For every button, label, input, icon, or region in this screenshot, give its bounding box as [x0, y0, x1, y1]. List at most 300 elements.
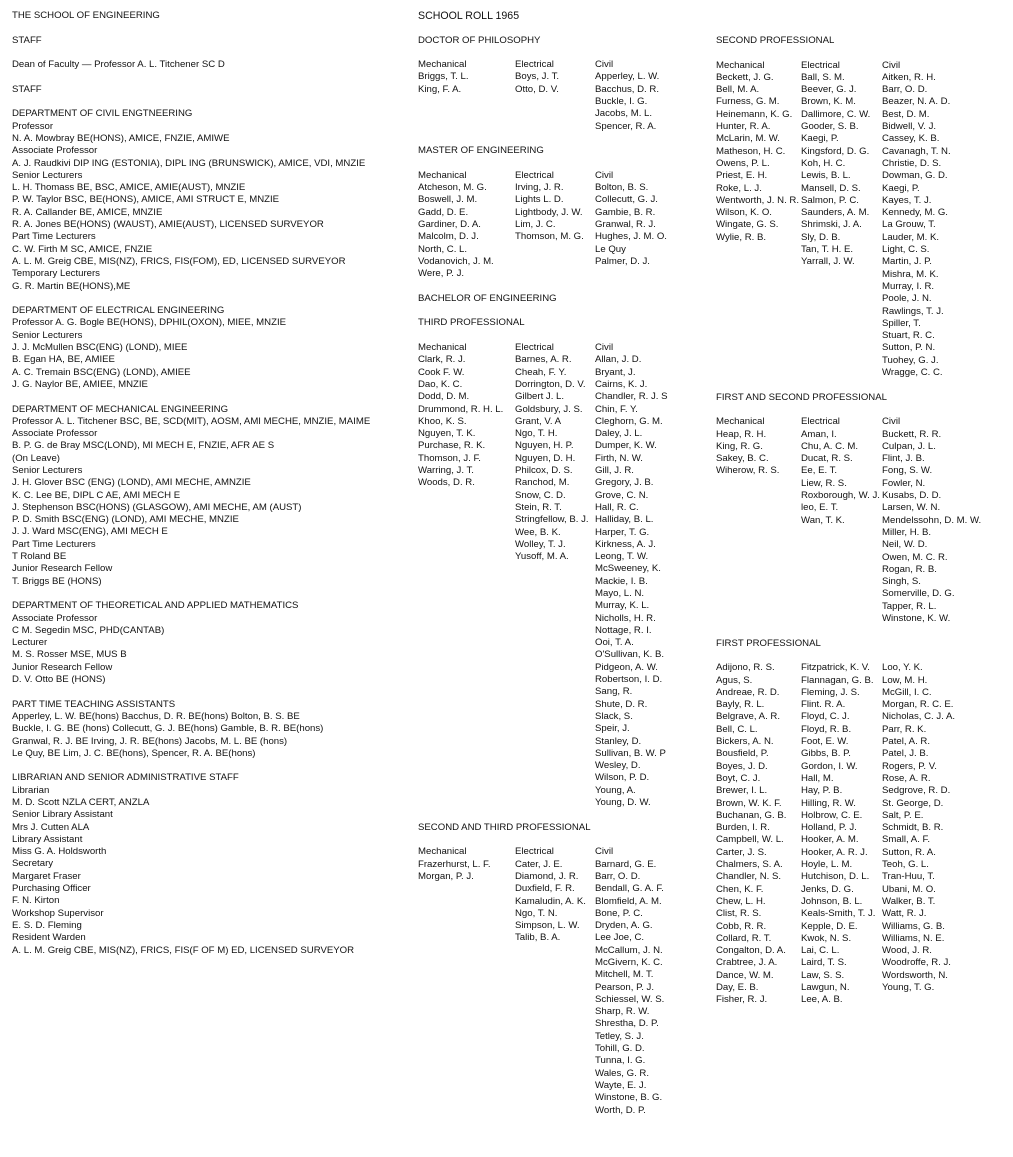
student-name: Granwal, R. J. [595, 219, 656, 231]
staff-line: DEPARTMENT OF CIVIL ENGTNEERING [12, 108, 193, 120]
student-name: Light, C. S. [882, 244, 930, 256]
roll-table-column [801, 662, 875, 1006]
student-name: Lawgun, N. [801, 981, 850, 993]
student-name: Duxfield, F. R. [515, 883, 575, 895]
student-name: Heinemann, K. G. [716, 108, 793, 120]
student-name: Bryant, J. [595, 366, 636, 378]
column-header: Electrical [515, 342, 554, 354]
master-section [418, 145, 710, 293]
student-name: Apperley, L. W. [595, 71, 660, 83]
student-name: Dorrington, D. V. [515, 378, 586, 390]
student-name: Owens, P. L. [716, 157, 770, 169]
student-name: Nottage, R. I. [595, 624, 652, 636]
student-name: Worth, D. P. [595, 1104, 646, 1116]
student-name: Boswell, J. M. [418, 194, 478, 206]
staff-line: Professor A. L. Titchener BSC, BE, SCD(MIT), AOSM, AMI MECHE, MNZIE, MAIME [12, 415, 371, 427]
staff-line: G. R. Martin BE(HONS),ME [12, 280, 131, 292]
student-name: Hay, P. B. [801, 785, 843, 797]
roll-table-column [515, 846, 586, 944]
column-header: Civil [595, 342, 614, 354]
student-name: Ubani, M. O. [882, 883, 936, 895]
student-name: Khoo, K. S. [418, 415, 467, 427]
spacer [12, 96, 407, 108]
student-name: Murray, K. L. [595, 600, 650, 612]
student-name: Ngo, T. N. [515, 907, 558, 919]
student-name: Gadd, D. E. [418, 206, 469, 218]
student-name: Wee, B. K. [515, 526, 561, 538]
student-name: Gregory, J. B. [595, 477, 654, 489]
student-name: Belgrave, A. R. [716, 711, 780, 723]
student-name: Laird, T. S. [801, 957, 847, 969]
student-name: Purchase, R. K. [418, 440, 486, 452]
staff-line: M. S. Rosser MSE, MUS B [12, 649, 127, 661]
staff-line: C. W. Firth M SC, AMICE, FNZIE [12, 243, 153, 255]
student-name: Lauder, M. K. [882, 231, 940, 243]
staff-line: B. P. G. de Bray MSC(LOND), MI MECH E, FNZIE, AFR AE S [12, 440, 275, 452]
student-name: Fong, S. W. [882, 465, 933, 477]
bachelor-heading: BACHELOR OF ENGINEERING [418, 292, 557, 304]
student-name: Woods, D. R. [418, 477, 475, 489]
student-name: Ball, S. M. [801, 71, 845, 83]
roll-table [418, 59, 710, 133]
student-name: Hoyle, L. M. [801, 859, 853, 871]
staff-line: J. Stephenson BSC(HONS) (GLASGOW), AMI MECHE, AM (AUST) [12, 501, 302, 513]
student-name: Tuohey, G. J. [882, 354, 939, 366]
student-name: Frazerhurst, L. F. [418, 858, 491, 870]
student-name: Bickers, A. N. [716, 736, 774, 748]
student-name: Yarrall, J. W. [801, 256, 855, 268]
spacer [12, 293, 407, 305]
student-name: Mayo, L. N. [595, 587, 645, 599]
student-name: Buckett, R. R. [882, 428, 942, 440]
student-name: Flannagan, G. B. [801, 674, 874, 686]
section-heading: THIRD PROFESSIONAL [418, 317, 525, 329]
student-name: Lightbody, J. W. [515, 206, 583, 218]
staff-line: Temporary Lecturers [12, 268, 100, 280]
staff-line: Librarian [12, 784, 50, 796]
student-name: Halliday, B. L. [595, 514, 654, 526]
student-name: Cobb, R. R. [716, 920, 767, 932]
student-name: Rogan, R. B. [882, 563, 937, 575]
student-name: Talib, B. A. [515, 932, 561, 944]
staff-line: Lecturer [12, 637, 48, 649]
staff-line: Dean of Faculty — Professor A. L. Titchener SC D [12, 59, 225, 71]
staff-line: Associate Professor [12, 145, 98, 157]
spacer [12, 71, 407, 83]
staff-line: Miss G. A. Holdsworth [12, 846, 107, 858]
student-name: Keals-Smith, T. J. [801, 908, 876, 920]
section-heading: MASTER OF ENGINEERING [418, 145, 544, 157]
staff-line: THE SCHOOL OF ENGINEERING [12, 10, 160, 21]
student-name: Hooker, A. M. [801, 834, 859, 846]
roll-table-column [515, 342, 589, 563]
student-name: Fisher, R. J. [716, 994, 768, 1006]
student-name: Bell, C. L. [716, 723, 758, 735]
student-name: Dallimore, C. W. [801, 108, 871, 120]
staff-line: Library Assistant [12, 833, 83, 845]
column-header: Mechanical [716, 59, 765, 71]
student-name: Burden, I. R. [716, 822, 770, 834]
staff-line: PART TIME TEACHING ASSISTANTS [12, 698, 176, 710]
student-name: Atcheson, M. G. [418, 182, 487, 194]
student-name: Cater, J. E. [515, 858, 563, 870]
spacer [12, 22, 407, 34]
student-name: Wiherow, R. S. [716, 465, 780, 477]
student-name: Campbell, W. L. [716, 834, 784, 846]
student-name: Wordsworth, N. [882, 969, 948, 981]
student-name: Congalton, D. A. [716, 945, 786, 957]
student-name: Lee Joe, C. [595, 932, 645, 944]
student-name: McCallum, J. N. [595, 944, 663, 956]
student-name: Fowler, N. [882, 477, 926, 489]
student-name: Daley, J. L. [595, 428, 643, 440]
student-name: Ooi, T. A. [595, 637, 634, 649]
student-name: Briggs, T. L. [418, 71, 469, 83]
student-name: Sharp, R. W. [595, 1006, 650, 1018]
student-name: Murray, I. R. [882, 280, 935, 292]
spacer [12, 686, 407, 698]
staff-line: L. H. Thomass BE, BSC, AMICE, AMIE(AUST), MNZIE [12, 182, 246, 194]
student-name: Watt, R. J. [882, 908, 927, 920]
student-name: Yusoff, M. A. [515, 551, 569, 563]
column-header: Civil [595, 169, 614, 181]
staff-line: Resident Warden [12, 932, 86, 944]
student-name: Mendelssohn, D. M. W. [882, 514, 982, 526]
student-name: Beever, G. J. [801, 84, 857, 96]
roll-table [418, 846, 710, 1117]
student-name: Gilbert J. L. [515, 391, 565, 403]
staff-line: P. W. Taylor BSC, BE(HONS), AMICE, AMI STRUCT E, MNZIE [12, 194, 280, 206]
student-name: Kamaludin, A. K. [515, 895, 586, 907]
student-name: Holbrow, C. E. [801, 809, 863, 821]
student-name: Tunna, I. G. [595, 1055, 646, 1067]
staff-line: Senior Lecturers [12, 169, 83, 181]
column-header: Electrical [515, 846, 554, 858]
student-name: Diamond, J. R. [515, 870, 579, 882]
student-name: Schmidt, B. R. [882, 822, 944, 834]
student-name: Rogers, P. V. [882, 760, 937, 772]
student-name: Floyd, R. B. [801, 723, 852, 735]
student-name: Teoh, G. L. [882, 859, 929, 871]
staff-line: Part Time Lecturers [12, 231, 96, 243]
staff-line: A. L. M. Greig CBE, MIS(NZ), FRICS, FIS(FOM), ED, LICENSED SURVEYOR [12, 255, 346, 267]
staff-column [12, 10, 407, 957]
student-name: Schiessel, W. S. [595, 993, 665, 1005]
student-name: Ranchod, M. [515, 477, 570, 489]
staff-line: N. A. Mowbray BE(HONS), AMICE, FNZIE, AMIWE [12, 132, 230, 144]
student-name: Pearson, P. J. [595, 981, 655, 993]
section-heading: DOCTOR OF PHILOSOPHY [418, 34, 541, 46]
student-name: Morgan, R. C. E. [882, 699, 954, 711]
student-name: Flint. R. A. [801, 699, 846, 711]
student-name: St. George, D. [882, 797, 944, 809]
roll-table-column [595, 170, 667, 268]
student-name: Tetley, S. J. [595, 1030, 644, 1042]
student-name: Bone, P. C. [595, 907, 643, 919]
student-name: Stanley, D. [595, 735, 642, 747]
column-header: Civil [595, 59, 614, 71]
student-name: Speir, J. [595, 723, 630, 735]
staff-line: T Roland BE [12, 551, 67, 563]
student-name: Miller, H. B. [882, 526, 932, 538]
student-name: Mitchell, M. T. [595, 969, 654, 981]
student-name: Floyd, C. J. [801, 711, 850, 723]
staff-line: J. J. McMullen BSC(ENG) (LOND), MIEE [12, 342, 188, 354]
student-name: Palmer, D. J. [595, 255, 650, 267]
student-name: Sutton, R. A. [882, 846, 936, 858]
student-name: Flint, J. B. [882, 453, 925, 465]
column-header: Civil [882, 59, 901, 71]
student-name: Boyt, C. J. [716, 772, 761, 784]
student-name: Buckle, I. G. [595, 96, 648, 108]
staff-line: M. D. Scott NZLA CERT, ANZLA [12, 797, 150, 808]
student-name: Neil, W. D. [882, 539, 928, 551]
student-name: Saunders, A. M. [801, 207, 870, 219]
student-name: Shrestha, D. P. [595, 1018, 659, 1030]
student-name: Jacobs, M. L. [595, 108, 653, 120]
right-roll-column [716, 35, 1013, 1019]
column-header: Electrical [801, 416, 840, 428]
spacer [12, 391, 407, 403]
staff-line: R. A. Jones BE(HONS) (WAUST), AMIE(AUST), LICENSED SURVEYOR [12, 219, 324, 231]
staff-line: J. G. Naylor BE, AMIEE, MNZIE [12, 378, 148, 390]
roll-table-column [716, 60, 799, 244]
roll-table-column [595, 59, 659, 133]
staff-line: Mrs J. Cutten ALA [12, 821, 90, 833]
student-name: Nicholas, C. J. A. [882, 711, 956, 723]
column-header: Mechanical [418, 59, 467, 71]
student-name: Mansell, D. S. [801, 182, 861, 194]
student-name: Bidwell, V. J. [882, 121, 937, 133]
column-header: Electrical [515, 59, 554, 71]
student-name: Martin, J. P. [882, 256, 932, 268]
student-name: Grant, V. A [515, 415, 562, 427]
student-name: Shute, D. R. [595, 698, 648, 710]
roll-table-column [882, 416, 981, 625]
staff-line: Purchasing Officer [12, 883, 91, 895]
column-header: Mechanical [716, 416, 765, 428]
student-name: Mishra, M. K. [882, 268, 939, 280]
student-name: Simpson, L. W. [515, 920, 580, 932]
student-name: Wan, T. K. [801, 514, 845, 526]
student-name: Morgan, P. J. [418, 870, 474, 882]
student-name: Koh, H. C. [801, 157, 846, 169]
student-name: Le Quy [595, 243, 626, 255]
student-name: Adijono, R. S. [716, 662, 775, 674]
student-name: Poole, J. N. [882, 293, 932, 305]
staff-line: A. J. Raudkivi DIP ING (ESTONIA), DIPL ING (BRUNSWICK), AMICE, VDI, MNZIE [12, 157, 366, 169]
student-name: Clist, R. S. [716, 908, 762, 920]
student-name: Bousfield, P. [716, 748, 769, 760]
student-name: Beazer, N. A. D. [882, 96, 951, 108]
student-name: Williams, G. B. [882, 920, 945, 932]
student-name: Lee, A. B. [801, 994, 843, 1006]
roll-table-column [882, 60, 951, 380]
student-name: Owen, M. C. R. [882, 551, 948, 563]
student-name: Nguyen, D. H. [515, 452, 576, 464]
student-name: Roxborough, W. J. [801, 490, 880, 502]
student-name: Matheson, H. C. [716, 145, 786, 157]
student-name: Philcox, D. S. [515, 465, 573, 477]
student-name: Aitken, R. H. [882, 71, 936, 83]
section-heading: SECOND PROFESSIONAL [716, 35, 835, 46]
student-name: Low, M. H. [882, 674, 928, 686]
student-name: Kayes, T. J. [882, 194, 932, 206]
student-name: Loo, Y. K. [882, 662, 923, 674]
staff-line: Senior Library Assistant [12, 809, 113, 821]
student-name: Wragge, C. C. [882, 367, 943, 379]
column-header: Mechanical [418, 846, 467, 858]
student-name: Chalmers, S. A. [716, 859, 783, 871]
student-name: O'Sullivan, K. B. [595, 649, 665, 661]
student-name: Dodd, D. M. [418, 391, 470, 403]
student-name: Day, E. B. [716, 981, 759, 993]
roll-table-column [418, 342, 503, 490]
student-name: Singh, S. [882, 576, 921, 588]
student-name: Sly, D. B. [801, 231, 841, 243]
student-name: Fleming, J. S. [801, 686, 860, 698]
student-name: Thomson, M. G. [515, 231, 584, 243]
student-name: Pidgeon, A. W. [595, 661, 658, 673]
student-name: Johnson, B. L. [801, 895, 863, 907]
student-name: Cleghorn, G. M. [595, 415, 663, 427]
staff-line: Margaret Fraser [12, 870, 81, 882]
student-name: Young, T. G. [882, 981, 935, 993]
staff-line: Junior Research Fellow [12, 661, 113, 673]
student-name: Woodroffe, R. J. [882, 957, 951, 969]
student-name: Barr, O. D. [595, 870, 641, 882]
staff-line: Secretary [12, 858, 54, 870]
student-name: Sullivan, B. W. P [595, 747, 666, 759]
student-name: Rose, A. R. [882, 772, 931, 784]
staff-line: DEPARTMENT OF MECHANICAL ENGINEERING [12, 403, 229, 415]
student-name: Irving, J. R. [515, 182, 564, 194]
student-name: Slack, S. [595, 710, 633, 722]
student-name: Cavanagh, T. N. [882, 145, 951, 157]
student-name: Dryden, A. G. [595, 920, 653, 932]
first-professional-section [716, 638, 1013, 1019]
student-name: Chandler, N. S. [716, 871, 782, 883]
student-name: Allan, J. D. [595, 354, 642, 366]
student-name: Dance, W. M. [716, 969, 774, 981]
student-name: Somerville, D. G. [882, 588, 955, 600]
student-name: Cairns, K. J. [595, 378, 648, 390]
roll-table-column [418, 59, 468, 96]
student-name: Leong, T. W. [595, 551, 649, 563]
student-name: Hooker, A. R. J. [801, 846, 868, 858]
student-name: Gordon, I. W. [801, 760, 858, 772]
staff-line: A. C. Tremain BSC(ENG) (LOND), AMIEE [12, 366, 191, 378]
staff-line: J. H. Glover BSC (ENG) (LOND), AMI MECHE, AMNZIE [12, 477, 251, 489]
staff-line: Associate Professor [12, 612, 98, 624]
student-name: Tohill, G. D. [595, 1043, 645, 1055]
student-name: Winstone, K. W. [882, 613, 951, 625]
student-name: Nicholls, H. R. [595, 612, 656, 624]
student-name: Salmon, P. C. [801, 194, 859, 206]
student-name: Holland, P. J. [801, 822, 857, 834]
student-name: Dao, K. C. [418, 378, 463, 390]
student-name: Law, S. S. [801, 969, 845, 981]
student-name: Beckett, J. G. [716, 71, 774, 83]
student-name: Cassey, K. B. [882, 133, 940, 145]
student-name: Barr, O. D. [882, 84, 928, 96]
student-name: North, C. L. [418, 243, 468, 255]
staff-line: Workshop Supervisor [12, 907, 104, 919]
staff-line: Senior Lecturers [12, 464, 83, 476]
student-name: Bolton, B. S. [595, 182, 649, 194]
roll-table [716, 416, 1013, 625]
student-name: Andreae, R. D. [716, 686, 780, 698]
student-name: Roke, L. J. [716, 182, 762, 194]
student-name: Ee, E. T. [801, 465, 838, 477]
student-name: Nguyen, H. P. [515, 440, 574, 452]
student-name: Wales, G. R. [595, 1067, 650, 1079]
staff-line: F. N. Kirton [12, 895, 60, 907]
student-name: Gibbs, B. P. [801, 748, 851, 760]
staff-line: Part Time Lecturers [12, 538, 96, 550]
student-name: Spiller, T. [882, 317, 921, 329]
student-name: Malcolm, D. J. [418, 231, 479, 243]
student-name: Jenks, D. G. [801, 883, 854, 895]
student-name: McLarin, M. W. [716, 133, 780, 145]
student-name: Wesley, D. [595, 760, 641, 772]
student-name: Blomfield, A. M. [595, 895, 662, 907]
student-name: Otto, D. V. [515, 83, 559, 95]
student-name: Kaegi, P. [801, 133, 839, 145]
staff-line: Professor A. G. Bogle BE(HONS), DPHIL(OXON), MIEE, MNZIE [12, 317, 287, 329]
student-name: Winstone, B. G. [595, 1092, 663, 1104]
student-name: Wood, J. R. [882, 945, 932, 957]
student-name: Boyes, J. D. [716, 760, 768, 772]
staff-line: LIBRARIAN AND SENIOR ADMINISTRATIVE STAFF [12, 772, 239, 784]
student-name: Hughes, J. M. O. [595, 231, 667, 243]
student-name: King, R. G. [716, 440, 763, 452]
column-header: Mechanical [418, 342, 467, 354]
student-name: Chandler, R. J. S [595, 391, 668, 403]
student-name: McGivern, K. C. [595, 957, 663, 968]
staff-line: DEPARTMENT OF THEORETICAL AND APPLIED MATHEMATICS [12, 600, 299, 612]
student-name: McSweeney, K. [595, 563, 661, 575]
staff-line: P. D. Smith BSC(ENG) (LOND), AMI MECHE, MNZIE [12, 514, 239, 526]
student-name: La Grouw, T. [882, 219, 936, 231]
student-name: Gooder, S. B. [801, 121, 859, 133]
staff-line: Buckle, I. G. BE (hons) Collecutt, G. J. BE(hons) Gamble, B. R. BE(hons) [12, 723, 324, 735]
student-name: Kirkness, A. J. [595, 538, 656, 550]
student-name: Williams, N. E. [882, 932, 945, 944]
student-name: Bacchus, D. R. [595, 83, 659, 95]
staff-line: Junior Research Fellow [12, 563, 113, 575]
student-name: Patel, A. R. [882, 736, 930, 748]
student-name: Kepple, D. E. [801, 920, 858, 932]
student-name: Tan, T. H. E. [801, 244, 854, 256]
student-name: Hall, M. [801, 772, 834, 784]
student-name: Stringfellow, B. J. [515, 514, 589, 526]
student-name: Agus, S. [716, 674, 753, 686]
student-name: Larsen, W. N. [882, 502, 941, 514]
student-name: Carter, J. S. [716, 846, 767, 858]
student-name: Harper, T. G. [595, 526, 650, 538]
student-name: Chew, L. H. [716, 895, 766, 907]
student-name: Bendall, G. A. F. [595, 883, 664, 895]
student-name: Wylie, R. B. [716, 231, 767, 243]
student-name: Chu, A. C. M. [801, 440, 859, 452]
student-name: Furness, G. M. [716, 96, 780, 108]
student-name: Stein, R. T. [515, 501, 562, 513]
student-name: Boys, J. T. [515, 71, 560, 83]
student-name: Hutchison, D. L. [801, 871, 870, 883]
staff-line: Associate Professor [12, 428, 98, 440]
staff-line: B. Egan HA, BE, AMIEE [12, 354, 115, 366]
